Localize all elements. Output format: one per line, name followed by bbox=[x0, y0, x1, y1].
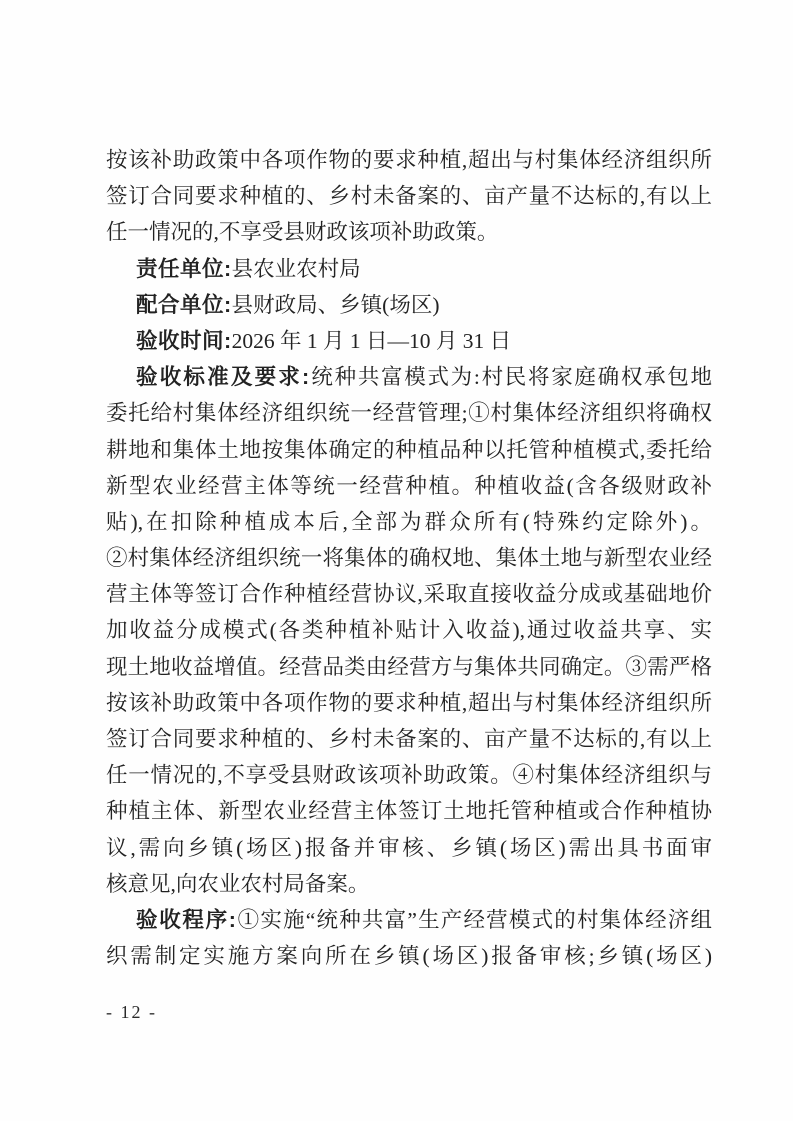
text-line: 新型农业经营主体等统一经营种植。种植收益(含各级财政补 bbox=[106, 473, 712, 498]
text-line: 签订合同要求种植的、乡村未备案的、亩产量不达标的,有以上 bbox=[106, 184, 712, 209]
text-line: 核意见,向农业农村局备案。 bbox=[106, 871, 370, 896]
text-line: 种植主体、新型农业经营主体签订土地托管种植或合作种植协 bbox=[106, 799, 712, 824]
field-label: 验收时间: bbox=[136, 328, 232, 353]
page-number: - 12 - bbox=[106, 1002, 157, 1022]
text-line: 织需制定实施方案向所在乡镇(场区)报备审核;乡镇(场区) bbox=[106, 944, 712, 969]
text-line: 验收标准及要求:统种共富模式为:村民将家庭确权承包地 bbox=[136, 365, 712, 390]
text-line: 按该补助政策中各项作物的要求种植,超出与村集体经济组织所 bbox=[106, 690, 712, 715]
document-body bbox=[106, 142, 712, 974]
field-label: 验收标准及要求: bbox=[136, 365, 310, 390]
text-line: 责任单位:县农业农村局 bbox=[136, 256, 361, 281]
text-line: 委托给村集体经济组织统一经营管理;①村集体经济组织将确权 bbox=[106, 401, 712, 426]
text-line: 耕地和集体土地按集体确定的种植品种以托管种植模式,委托给 bbox=[106, 437, 712, 462]
text-line: 议,需向乡镇(场区)报备并审核、乡镇(场区)需出具书面审 bbox=[106, 835, 712, 860]
field-label: 配合单位: bbox=[136, 292, 232, 317]
text-line: 签订合同要求种植的、乡村未备案的、亩产量不达标的,有以上 bbox=[106, 727, 712, 751]
text-line: 加收益分成模式(各类种植补贴计入收益),通过收益共享、实 bbox=[106, 618, 712, 643]
text-line: 配合单位:县财政局、乡镇(场区) bbox=[136, 292, 440, 317]
text-line: ②村集体经济组织统一将集体的确权地、集体土地与新型农业经 bbox=[106, 546, 712, 571]
text-line: 现土地收益增值。经营品类由经营方与集体共同确定。③需严格 bbox=[106, 654, 712, 679]
text-line: 任一情况的,不享受县财政该项补助政策。 bbox=[106, 220, 499, 245]
text-line: 按该补助政策中各项作物的要求种植,超出与村集体经济组织所 bbox=[106, 148, 712, 172]
text-line: 验收程序:①实施“统种共富”生产经营模式的村集体经济组 bbox=[136, 907, 712, 932]
text-line: 营主体等签订合作种植经营协议,采取直接收益分成或基础地价 bbox=[106, 582, 712, 607]
text-line: 贴),在扣除种植成本后,全部为群众所有(特殊约定除外)。 bbox=[106, 509, 712, 534]
text-line: 任一情况的,不享受县财政该项补助政策。④村集体经济组织与 bbox=[106, 763, 712, 788]
text-line: 验收时间:2026 年 1 月 1 日—10 月 31 日 bbox=[136, 328, 512, 353]
field-label: 责任单位: bbox=[136, 256, 232, 281]
field-label: 验收程序: bbox=[136, 907, 237, 932]
